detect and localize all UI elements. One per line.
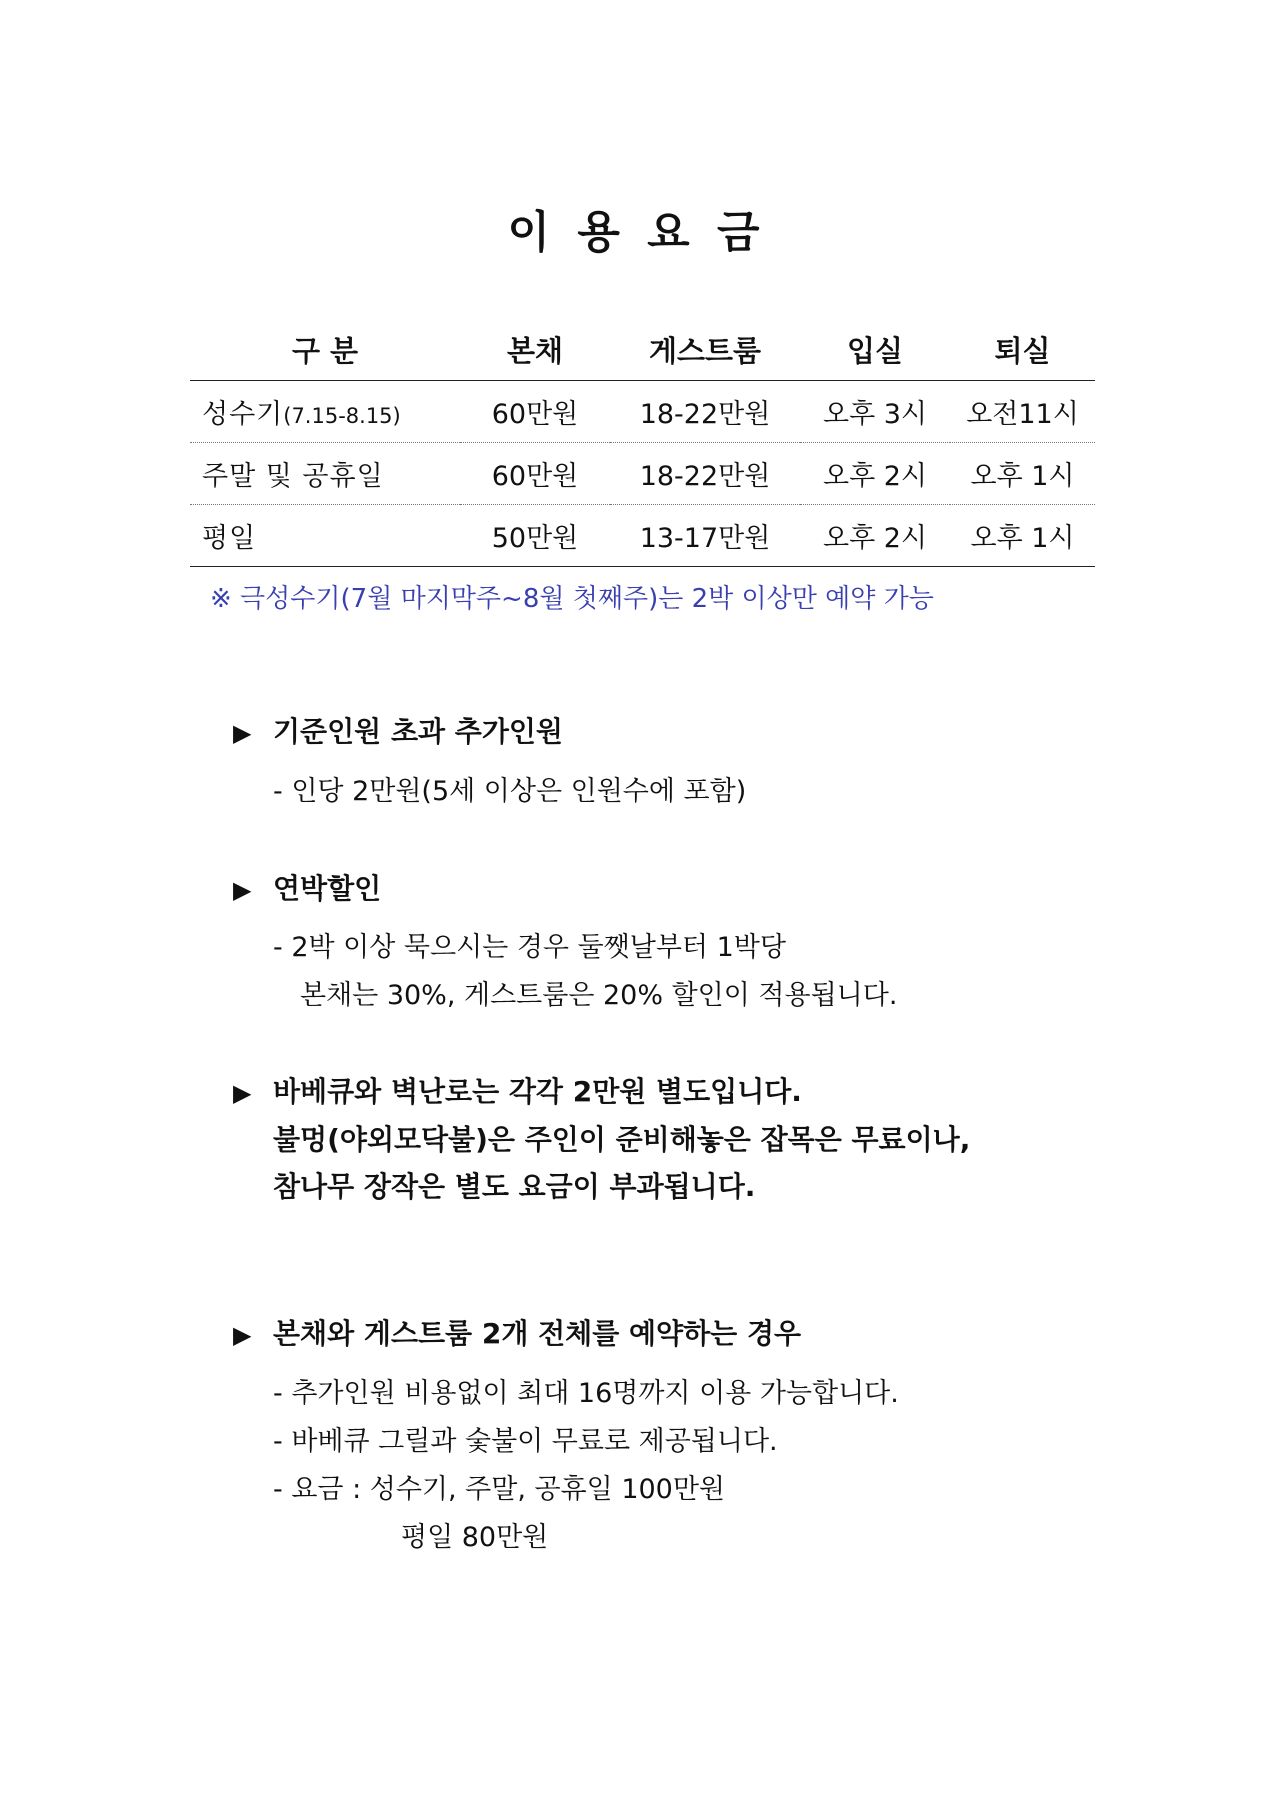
table-row (190, 443, 1095, 505)
triangle-bullet-icon: ▶ (233, 1321, 252, 1349)
main-house-price: 60만원 (460, 381, 610, 443)
extra-guests-heading (233, 713, 563, 752)
row-category (190, 505, 460, 567)
row-category (190, 443, 460, 505)
bbq-fireplace-line1: 바베큐와 벽난로는 각각 2만원 별도입니다. (273, 1075, 802, 1108)
bbq-fireplace-line3: 참나무 장작은 별도 요금이 부과됩니다. (273, 1170, 756, 1203)
extra-guests-title: 기준인원 초과 추가인원 (273, 715, 563, 748)
page-title: 이 용 요 금 (507, 207, 766, 258)
checkout-time: 오전11시 (950, 381, 1095, 443)
guest-room-price: 18-22만원 (610, 381, 800, 443)
triangle-bullet-icon: ▶ (233, 719, 252, 747)
rates-table (190, 318, 1095, 567)
col-header-main-house: 본채 (460, 318, 610, 381)
table-row (190, 505, 1095, 567)
col-header-checkin: 입실 (800, 318, 950, 381)
table-row (190, 381, 1095, 443)
guest-room-price: 18-22만원 (610, 443, 800, 505)
checkin-time: 오후 2시 (800, 505, 950, 567)
long-stay-title: 연박할인 (273, 872, 382, 905)
peak-season-note: ※ 극성수기(7월 마지막주~8월 첫째주)는 2박 이상만 예약 가능 (210, 584, 934, 614)
triangle-bullet-icon: ▶ (233, 1079, 252, 1107)
main-house-price: 60만원 (460, 443, 610, 505)
category-label: 성수기 (202, 399, 284, 430)
whole-booking-detail-3: - 요금 : 성수기, 주말, 공휴일 100만원 (273, 1474, 726, 1505)
whole-booking-detail-1: - 추가인원 비용없이 최대 16명까지 이용 가능합니다. (273, 1378, 899, 1409)
whole-booking-detail-2: - 바베큐 그릴과 숯불이 무료로 제공됩니다. (273, 1426, 778, 1457)
category-label: 평일 (202, 523, 257, 554)
col-header-category: 구 분 (190, 318, 460, 381)
long-stay-heading (233, 870, 381, 909)
checkout-time: 오후 1시 (950, 505, 1095, 567)
checkin-time: 오후 3시 (800, 381, 950, 443)
table-header-row (190, 318, 1095, 381)
col-header-checkout: 퇴실 (950, 318, 1095, 381)
category-label: 주말 및 공휴일 (202, 461, 384, 492)
triangle-bullet-icon: ▶ (233, 876, 252, 904)
category-period: (7.15-8.15) (283, 404, 401, 428)
long-stay-detail: - 2박 이상 묵으시는 경우 둘쨋날부터 1박당 (273, 932, 786, 963)
bbq-fireplace-line2: 불멍(야외모닥불)은 주인이 준비해놓은 잡목은 무료이나, (273, 1123, 971, 1156)
whole-booking-title: 본채와 게스트룸 2개 전체를 예약하는 경우 (273, 1317, 802, 1350)
main-house-price: 50만원 (460, 505, 610, 567)
whole-booking-heading (233, 1315, 801, 1354)
row-category (190, 381, 460, 443)
long-stay-detail-cont: 본채는 30%, 게스트룸은 20% 할인이 적용됩니다. (300, 980, 898, 1011)
bbq-fireplace-heading (233, 1073, 970, 1206)
col-header-guest-room: 게스트룸 (610, 318, 800, 381)
guest-room-price: 13-17만원 (610, 505, 800, 567)
checkin-time: 오후 2시 (800, 443, 950, 505)
checkout-time: 오후 1시 (950, 443, 1095, 505)
extra-guests-detail: - 인당 2만원(5세 이상은 인원수에 포함) (273, 776, 747, 807)
whole-booking-detail-4: 평일 80만원 (401, 1522, 549, 1553)
